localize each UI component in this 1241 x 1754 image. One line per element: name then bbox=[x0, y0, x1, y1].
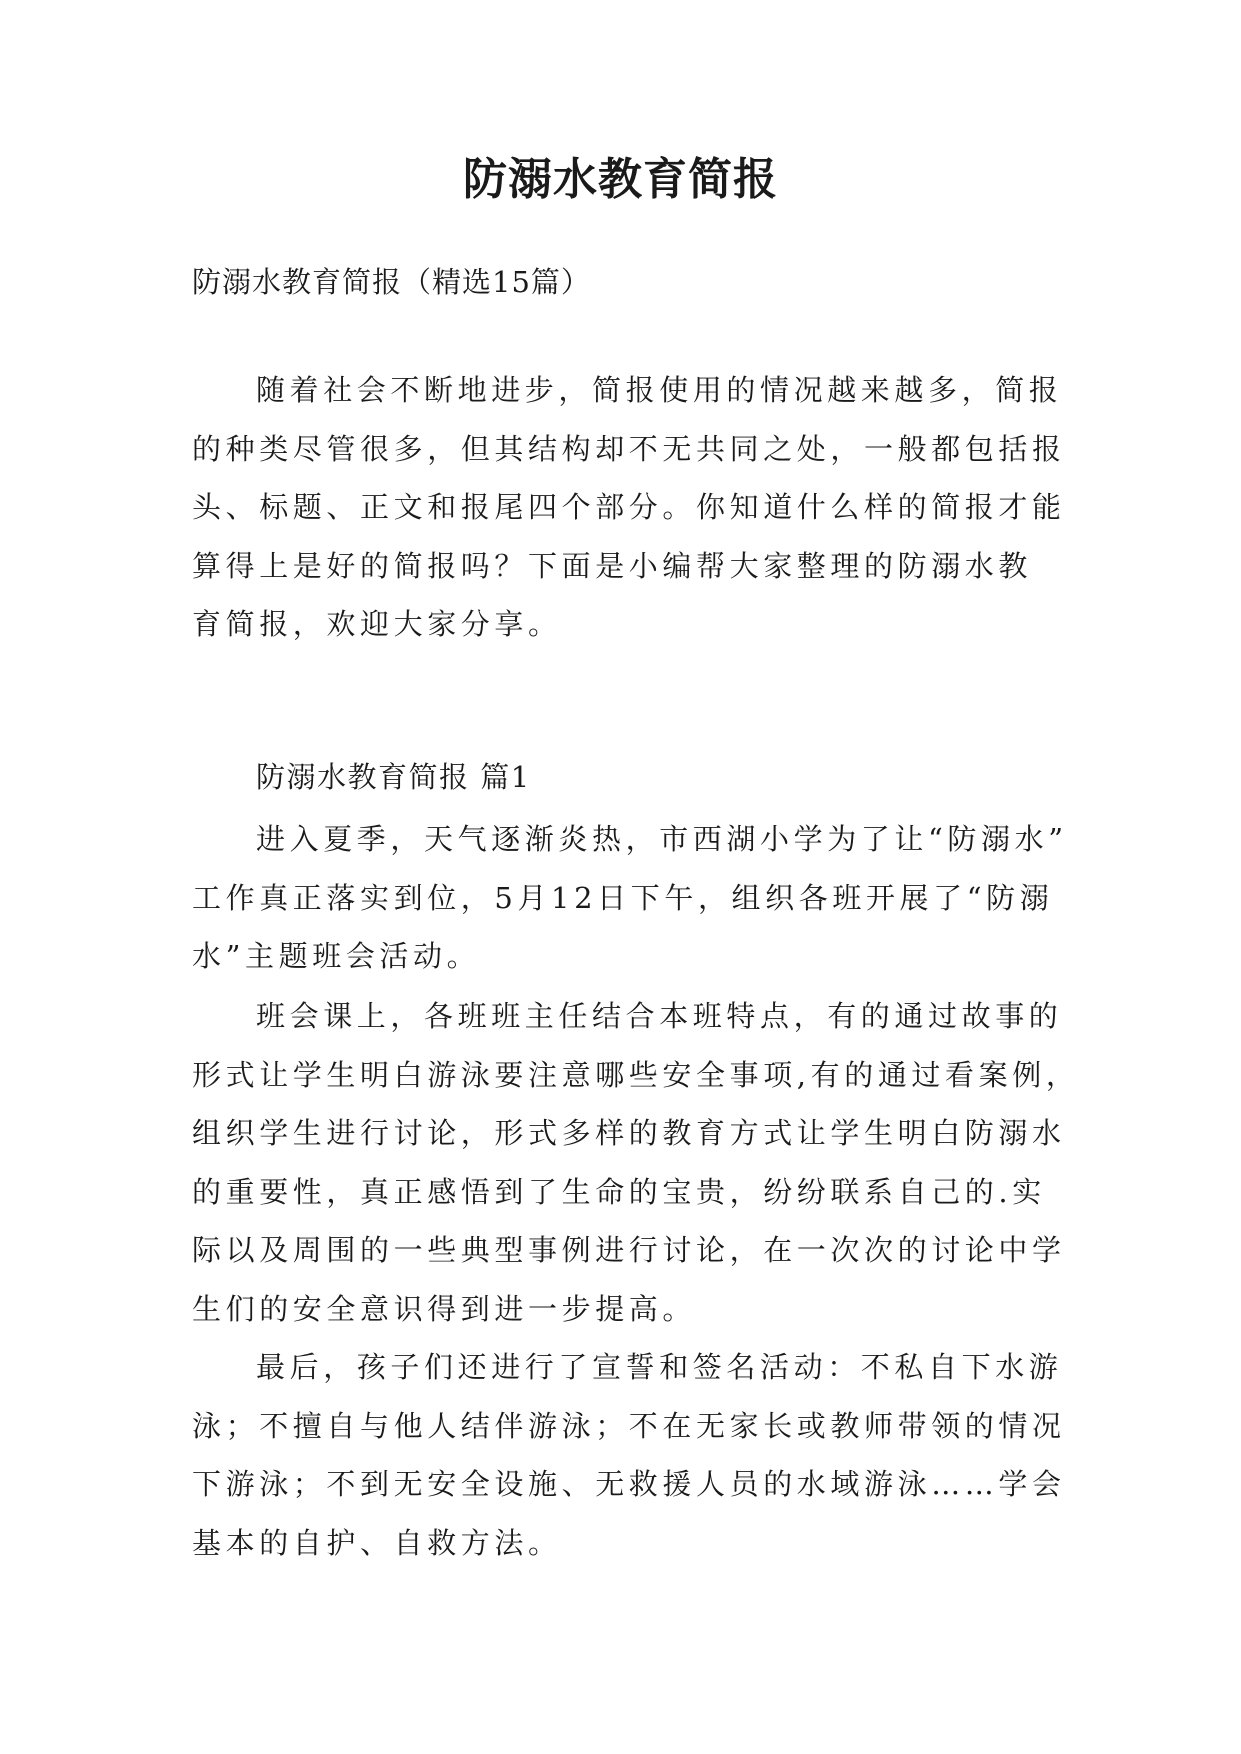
page-title: 防溺水教育简报 bbox=[463, 154, 778, 205]
intro-line: 的种类尽管很多，但其结构却不无共同之处，一般都包括报 bbox=[192, 431, 1066, 466]
paragraph-line: 工作真正落实到位，5月12日下午，组织各班开展了“防溺 bbox=[192, 880, 1054, 915]
document-subtitle: 防溺水教育简报（精选15篇） bbox=[192, 265, 591, 299]
paragraph-line: 形式让学生明白游泳要注意哪些安全事项,有的通过看案例， bbox=[192, 1057, 1080, 1092]
intro-line: 头、标题、正文和报尾四个部分。你知道什么样的简报才能 bbox=[192, 490, 1066, 524]
paragraph-1 bbox=[192, 810, 1068, 986]
section-heading: 防溺水教育简报 篇1 bbox=[256, 760, 531, 794]
paragraph-line: 进入夏季，天气逐渐炎热，市西湖小学为了让“防溺水” bbox=[256, 822, 1068, 856]
paragraph-line: 的重要性，真正感悟到了生命的宝贵，纷纷联系自己的.实 bbox=[192, 1174, 1046, 1209]
intro-line: 育简报，欢迎大家分享。 bbox=[192, 607, 562, 641]
paragraph-line: 班会课上，各班班主任结合本班特点，有的通过故事的 bbox=[256, 999, 1063, 1033]
paragraph-line: 基本的自护、自救方法。 bbox=[192, 1525, 562, 1560]
paragraph-line: 生们的安全意识得到进一步提高。 bbox=[192, 1291, 697, 1326]
paragraph-2 bbox=[192, 987, 1080, 1338]
paragraph-line: 泳；不擅自与他人结伴游泳；不在无家长或教师带领的情况 bbox=[192, 1408, 1066, 1443]
paragraph-line: 际以及周围的一些典型事例进行讨论，在一次次的讨论中学 bbox=[192, 1233, 1066, 1267]
paragraph-line: 组织学生进行讨论，形式多样的教育方式让学生明白防溺水 bbox=[192, 1116, 1066, 1150]
paragraph-3 bbox=[192, 1338, 1066, 1572]
intro-paragraph bbox=[192, 361, 1066, 654]
paragraph-line: 下游泳；不到无安全设施、无救援人员的水域游泳……学会 bbox=[192, 1467, 1066, 1501]
intro-line: 随着社会不断地进步，简报使用的情况越来越多，简报 bbox=[256, 373, 1063, 407]
paragraph-line: 水”主题班会活动。 bbox=[192, 939, 481, 973]
intro-line: 算得上是好的简报吗？下面是小编帮大家整理的防溺水教 bbox=[192, 548, 1033, 583]
paragraph-line: 最后，孩子们还进行了宣誓和签名活动：不私自下水游 bbox=[256, 1350, 1063, 1384]
